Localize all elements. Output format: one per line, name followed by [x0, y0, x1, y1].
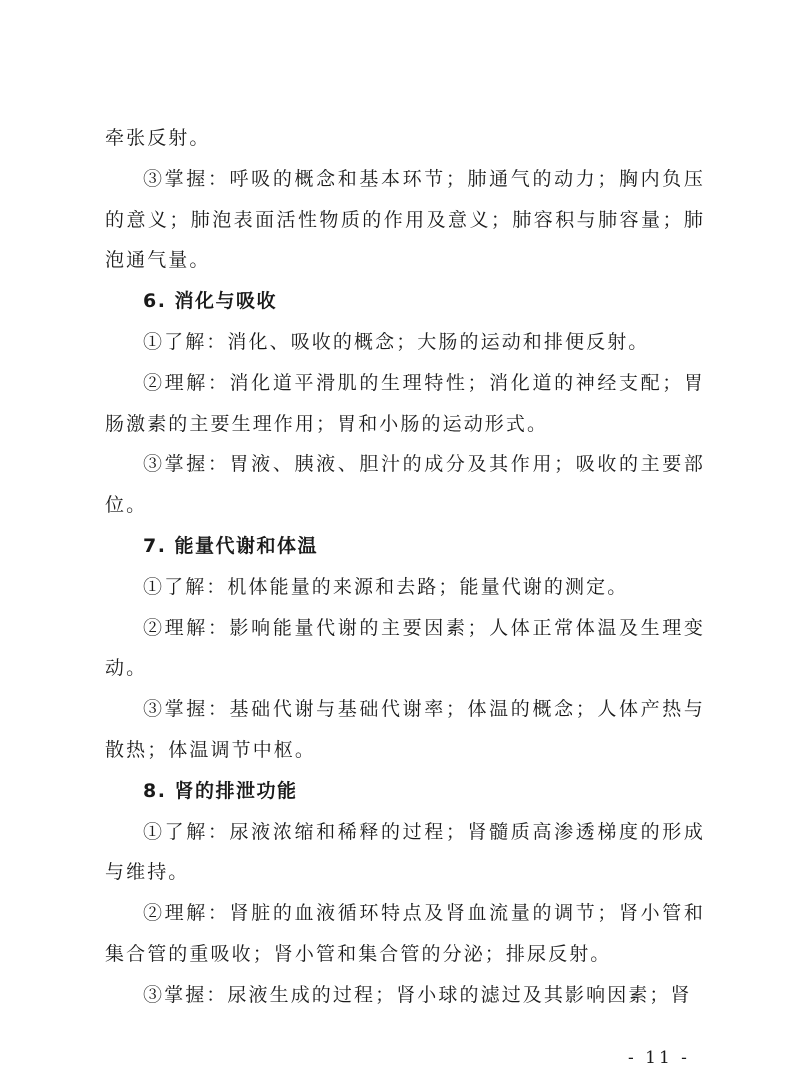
paragraph-renal-understand-basic: ①了解：尿液浓缩和稀释的过程；肾髓质高渗透梯度的形成与维持。 [105, 820, 705, 884]
paragraph-energy-understand-basic: ①了解：机体能量的来源和去路；能量代谢的测定。 [143, 575, 629, 598]
page-number: - 11 - [628, 1048, 690, 1068]
paragraph-energy-comprehend: ②理解：影响能量代谢的主要因素；人体正常体温及生理变动。 [105, 616, 705, 680]
paragraph-energy-master: ③掌握：基础代谢与基础代谢率；体温的概念；人体产热与散热；体温调节中枢。 [105, 698, 705, 761]
section-heading-digestion: 6. 消化与吸收 [143, 290, 278, 313]
section-heading-renal-excretion: 8. 肾的排泄功能 [143, 779, 298, 802]
paragraph-renal-master: ③掌握：尿液生成的过程；肾小球的滤过及其影响因素；肾 [143, 983, 692, 1006]
section-heading-energy-metabolism: 7. 能量代谢和体温 [143, 534, 319, 557]
paragraph-continuation: 牵张反射。 [105, 127, 211, 149]
paragraph-digestion-understand-basic: ①了解：消化、吸收的概念；大肠的运动和排便反射。 [143, 330, 650, 353]
paragraph-respiration-master: ③掌握：呼吸的概念和基本环节；肺通气的动力；胸内负压的意义；肺泡表面活性物质的作用及意义；肺容积与肺容量；肺泡通气量。 [105, 167, 705, 272]
document-body [105, 118, 705, 1016]
paragraph-digestion-master: ③掌握：胃液、胰液、胆汁的成分及其作用；吸收的主要部位。 [105, 453, 705, 517]
paragraph-renal-comprehend: ②理解：肾脏的血液循环特点及肾血流量的调节；肾小管和集合管的重吸收；肾小管和集合管的分泌；排尿反射。 [105, 902, 705, 965]
paragraph-digestion-comprehend: ②理解：消化道平滑肌的生理特性；消化道的神经支配；胃肠激素的主要生理作用；胃和小肠的运动形式。 [105, 371, 705, 435]
